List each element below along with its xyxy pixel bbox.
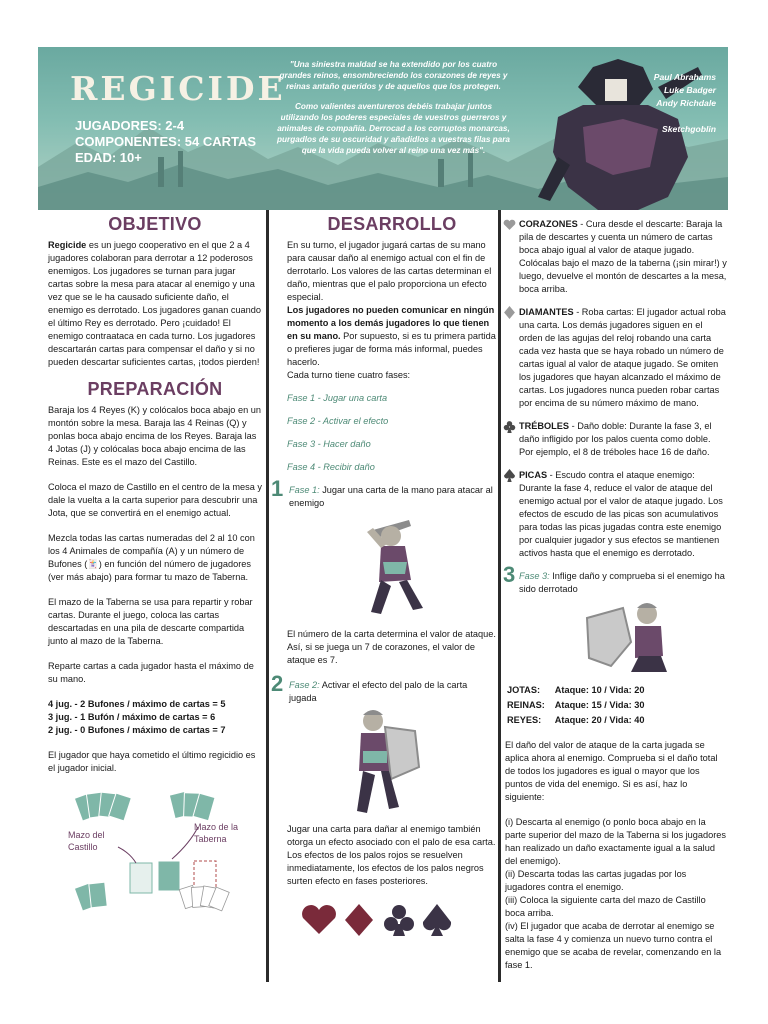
suit-name: TRÉBOLES	[519, 421, 570, 431]
preparacion-paragraph: Mezcla todas las cartas numeradas del 2 al 10 con los 4 Animales de compañía (A) y un número de Bufones (🃏) en función del número de jugadores (ver más abajo) para formar tu mazo de Taberna.	[48, 533, 255, 582]
column-middle	[271, 214, 497, 940]
column-right	[505, 218, 727, 972]
table-row	[507, 699, 652, 712]
suit-name: CORAZONES	[519, 219, 578, 229]
list-item: (ii) Descarta todas las cartas jugadas por los jugadores contra el enemigo.	[505, 869, 687, 892]
step-number: 2	[271, 671, 284, 696]
enemy-stats: Ataque: 10 / Vida: 20	[554, 685, 645, 695]
suit-diamantes	[505, 306, 727, 410]
defeat-steps	[505, 816, 727, 972]
credit-name: Luke Badger	[663, 85, 716, 95]
phase-description: Jugar una carta de la mano para atacar al enemigo	[289, 485, 493, 508]
objetivo-body: es un juego cooperativo en el que 2 a 4 jugadores colaboran para derrotar a 12 poderosos enemigos. Los jugadores se turnan para jugar cartas sobre la mesa para atacar al enemigo y una vez que se le ha causado suficiente daño, el enemigo es derrotado. Los jugadores ganan cuando el último Rey es derrotado. Pero ¡cuidado! El enemigo contraataca en cada turno. Los jugadores descartarán cartas para compensar el daño y si no pueden descartar suficientes cartas, ¡todos pierden!	[48, 240, 261, 367]
preparacion-paragraph: Reparte cartas a cada jugador hasta el máximo de su mano.	[48, 661, 254, 684]
rule-line: 3 jug. - 1 Bufón / máximo de cartas = 6	[48, 712, 216, 722]
phase-item: Fase 1 - Jugar una carta	[287, 393, 388, 403]
section-heading-objetivo: OBJETIVO	[108, 214, 202, 234]
enemy-name: JOTAS:	[507, 685, 541, 695]
suit-name: DIAMANTES	[519, 307, 574, 317]
defending-warrior-illustration	[505, 596, 727, 676]
intro-paragraph: Como valientes aventureros debéis trabajar juntos utilizando los poderes especiales de vuestros guerreros y animales de compañía. Derrocad a los corruptos monarcas, purgadlos de su oscuridad y añadidlos a vuestras filas para que la vida pueda volver al reino una vez más".	[277, 102, 510, 155]
credit-name: Andy Richdale	[656, 98, 716, 108]
table-row	[507, 714, 652, 727]
desarrollo-paragraph	[287, 304, 497, 369]
phase-item: Fase 3 - Hacer daño	[287, 439, 371, 449]
desarrollo-paragraph: En su turno, el jugador jugará cartas de su mano para causar daño al enemigo actual con el fin de derrotarlo. Los valores de las cartas determinan el daño, mientras que el palo proporciona un efecto especial.	[287, 240, 492, 302]
list-item: (iii) Coloca la siguiente carta del mazo de Castillo boca arriba.	[505, 895, 706, 918]
phase-description: Activar el efecto del palo de la carta jugada	[289, 680, 468, 703]
shield-warrior-illustration	[287, 705, 497, 823]
diamond-icon	[345, 904, 373, 936]
preparacion-paragraph: El mazo de la Taberna se usa para repartir y robar cartas. Durante el juego, coloca las cartas descartadas en una pila de descarte compartida junto al mazo de la Taberna.	[48, 597, 253, 646]
credit-artist: Sketchgoblin	[662, 124, 716, 134]
intro-text	[276, 59, 511, 156]
phase-1-explanation: El número de la carta determina el valor de ataque. Así, si se juega un 7 de corazones, el valor de ataque es 7.	[287, 629, 496, 665]
club-icon	[503, 420, 516, 433]
phase-item: Fase 2 - Activar el efecto	[287, 416, 389, 426]
attacking-warrior-illustration	[287, 510, 497, 628]
stat-age: EDAD: 10+	[75, 150, 142, 165]
title-banner	[38, 47, 728, 210]
enemy-name: REINAS:	[507, 700, 545, 710]
game-name: Regicide	[48, 240, 87, 250]
setup-cards-illustration	[48, 787, 262, 927]
suit-name: PICAS	[519, 470, 548, 480]
suit-icons-row	[287, 900, 497, 940]
credit-name: Paul Abrahams	[653, 72, 716, 82]
list-item: (i) Descarta al enemigo (o ponlo boca abajo en la parte superior del mazo de la Taberna si los jugadores han realizado un daño exactamente igual a la salud del enemigo).	[505, 817, 726, 866]
enemy-stats: Ataque: 15 / Vida: 30	[554, 700, 645, 710]
credits	[654, 71, 716, 136]
player-count-rules	[48, 698, 262, 737]
diamond-icon	[503, 306, 516, 319]
list-item: (iv) El jugador que acaba de derrotar al enemigo se salta la fase 4 y comienza un nuevo turno contra el enemigo que se acaba de revelar, comenzando en la fase 1.	[505, 921, 722, 970]
heart-icon	[503, 218, 516, 231]
setup-diagram	[48, 787, 262, 927]
rule-line: 2 jug. - 0 Bufones / máximo de cartas = 7	[48, 725, 226, 735]
preparacion-paragraph: Baraja los 4 Reyes (K) y colócalos boca abajo en un montón sobre la mesa. Baraja las 4 Reinas (Q) y ponlas boca abajo encima de los Reyes. Baraja las 4 Jotas (J) y colócalas boca abajo encima de las Reinas. Este es el mazo del Castillo.	[48, 405, 261, 467]
suit-treboles	[505, 420, 727, 459]
phase-label: Fase 3:	[519, 571, 550, 581]
label-castillo: Mazo del Castillo	[68, 830, 105, 852]
objetivo-text	[48, 239, 262, 369]
suit-effect: - Daño doble: Durante la fase 3, el daño infligido por los palos cuenta como doble. Por ejemplo, el 8 de tréboles hace 16 de daño.	[519, 421, 712, 457]
preparacion-paragraph: Coloca el mazo de Castillo en el centro de la mesa y dale la vuelta a la carta superior para descubrir una Jota, que se convertirá en el enemigo actual.	[48, 482, 262, 518]
suit-effect: - Cura desde el descarte: Baraja la pila de descartes y cuenta un número de cartas boca abajo igual al valor de ataque jugado. Colócalas bajo el mazo de la taberna (¡sin mirar!) y luego, devuelve el montón de descartes a la mesa, boca arriba.	[519, 219, 727, 294]
phase-label: Fase 1:	[289, 485, 320, 495]
suit-corazones	[505, 218, 727, 296]
phase-2-explanation: Jugar una carta para dañar al enemigo también otorga un efecto asociado con el palo de esa carta. Los efectos de los palos rojos se resuelven inmediatamente, los efectos de los palos negros surten efecto en fases posteriores.	[287, 824, 496, 886]
spade-icon	[423, 904, 451, 936]
table-row	[507, 684, 652, 697]
phase-3-explanation: El daño del valor de ataque de la carta jugada se aplica ahora al enemigo. Comprueba si el daño total de todos los jugadores es igual o mayor que los puntos de vida del enemigo. Si es así, haz lo siguiente:	[505, 740, 718, 802]
column-divider	[498, 210, 501, 982]
label-taberna: Mazo de la Taberna	[194, 822, 239, 844]
phase-3-block	[503, 562, 727, 596]
suit-effect: - Escudo contra el ataque enemigo: Durante la fase 4, reduce el valor de ataque del enemigo actual por el valor de ataque jugado. Los efectos de escudo de las picas son acumulativos para todas las picas jugadas contra este enemigo por cualquier jugador y sus efectos se mantienen activos hasta que el enemigo es derrotado.	[519, 470, 723, 558]
communication-rule-note: Por supuesto, si es tu primera partida o prefieres jugar de forma más informal, puedes hacerlo.	[287, 331, 496, 367]
intro-paragraph: "Una siniestra maldad se ha extendido por los cuatro grandes reinos, ensombreciendo los corazones de reyes y reinas antaño queridos y de aquellos que los protegen.	[279, 60, 508, 91]
stat-players: JUGADORES: 2-4	[75, 118, 185, 133]
step-number: 1	[271, 476, 284, 501]
enemy-stats: Ataque: 20 / Vida: 40	[554, 715, 645, 725]
communication-rule: Los jugadores no pueden comunicar en ningún momento a los demás jugadores lo que tienen en su mano.	[287, 305, 495, 341]
phase-description: Inflige daño y comprueba si el enemigo ha sido derrotado	[519, 571, 725, 594]
game-logo: REGICIDE	[70, 69, 286, 108]
column-divider	[266, 210, 269, 982]
phase-2-block	[271, 671, 497, 705]
suit-picas	[505, 469, 727, 560]
game-stats	[75, 118, 256, 166]
phase-1-block	[271, 476, 497, 510]
preparacion-paragraph: El jugador que haya cometido el último regicidio es el jugador inicial.	[48, 750, 256, 773]
stat-components: COMPONENTES: 54 CARTAS	[75, 134, 257, 149]
section-heading-desarrollo: DESARROLLO	[327, 214, 457, 234]
heart-icon	[302, 905, 336, 934]
enemy-stats-table	[505, 682, 654, 729]
spade-icon	[503, 469, 516, 482]
step-number: 3	[503, 562, 516, 587]
rule-line: 4 jug. - 2 Bufones / máximo de cartas = 5	[48, 699, 226, 709]
phase-label: Fase 2:	[289, 680, 320, 690]
column-left	[48, 214, 262, 927]
desarrollo-paragraph: Cada turno tiene cuatro fases:	[287, 370, 411, 380]
section-heading-preparacion: PREPARACIÓN	[87, 379, 223, 399]
phase-item: Fase 4 - Recibir daño	[287, 462, 375, 472]
club-icon	[384, 905, 414, 936]
suit-effect: - Roba cartas: El jugador actual roba una carta. Los demás jugadores siguen en el orden de las agujas del reloj robando una carta cada vez hasta que se haya robado un número de cartas igual al valor de ataque jugado. Se omiten los jugadores que hayan alcanzado el máximo de cartas. Los jugadores nunca pueden robar cartas por encima de su número máximo de mano.	[519, 307, 726, 408]
enemy-name: REYES:	[507, 715, 542, 725]
